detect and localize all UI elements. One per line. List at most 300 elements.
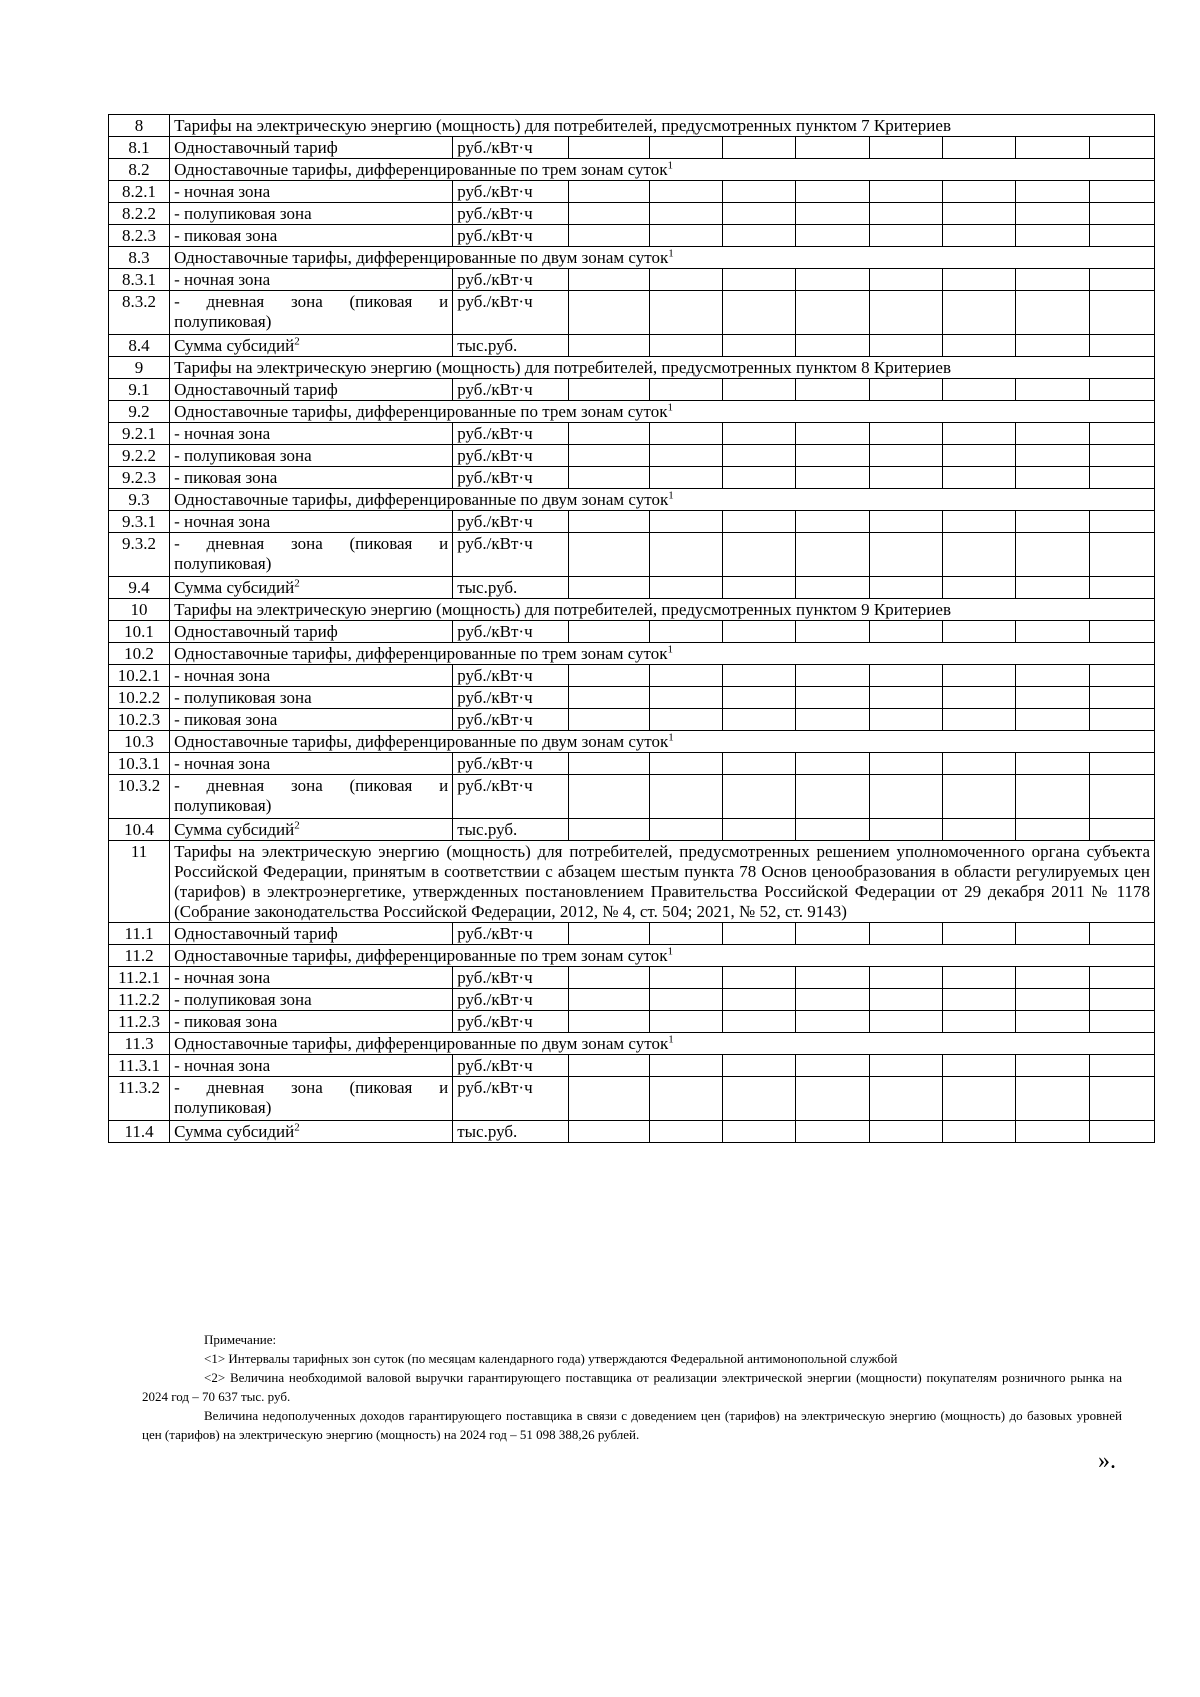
row-unit xyxy=(453,775,569,819)
row-unit xyxy=(453,577,569,599)
value-cell xyxy=(942,203,1015,225)
row-name xyxy=(170,291,453,335)
row-name-text: - ночная зона xyxy=(174,968,271,987)
row-number-text: 11.2.1 xyxy=(118,968,160,987)
value-cell xyxy=(569,753,649,775)
value-cell xyxy=(942,467,1015,489)
value-cell xyxy=(723,989,796,1011)
value-cell xyxy=(649,621,722,643)
note-1: <1> Интервалы тарифных зон суток (по месяцам календарного года) утверждаются Федеральной антимонопольной службой xyxy=(204,1351,898,1366)
value-cell xyxy=(796,1055,869,1077)
row-unit-text: руб./кВт·ч xyxy=(457,424,533,443)
value-cell xyxy=(1089,225,1154,247)
row-number-text: 8.2.1 xyxy=(122,182,157,201)
row-name-text: - ночная зона xyxy=(174,424,271,443)
footnote-ref: 2 xyxy=(294,335,300,348)
value-cell xyxy=(942,923,1015,945)
value-cell xyxy=(942,989,1015,1011)
group-title-text: Одноставочные тарифы, дифференцированные по трем зонам суток xyxy=(174,402,668,421)
row-unit xyxy=(453,445,569,467)
table-row xyxy=(109,989,1155,1011)
value-cell xyxy=(1016,291,1089,335)
value-cell xyxy=(1016,923,1089,945)
row-name xyxy=(170,687,453,709)
value-cell xyxy=(796,379,869,401)
value-cell xyxy=(723,775,796,819)
row-number xyxy=(109,1033,170,1055)
value-cell xyxy=(649,379,722,401)
value-cell xyxy=(1016,203,1089,225)
row-number-text: 8.2.3 xyxy=(122,226,157,245)
group-row xyxy=(109,1033,1155,1055)
value-cell xyxy=(942,423,1015,445)
value-cell xyxy=(1089,665,1154,687)
table-row xyxy=(109,269,1155,291)
row-unit xyxy=(453,203,569,225)
value-cell xyxy=(569,335,649,357)
row-number-text: 10.3 xyxy=(124,732,154,751)
value-cell xyxy=(796,775,869,819)
value-cell xyxy=(869,923,942,945)
section-row xyxy=(109,357,1155,379)
row-number-text: 11 xyxy=(130,842,148,861)
value-cell xyxy=(1089,203,1154,225)
value-cell xyxy=(1089,709,1154,731)
table-row xyxy=(109,1011,1155,1033)
value-cell xyxy=(1089,967,1154,989)
row-unit xyxy=(453,225,569,247)
value-cell xyxy=(569,621,649,643)
value-cell xyxy=(723,687,796,709)
value-cell xyxy=(649,989,722,1011)
table-row xyxy=(109,137,1155,159)
value-cell xyxy=(649,665,722,687)
row-unit xyxy=(453,687,569,709)
value-cell xyxy=(1089,511,1154,533)
row-number xyxy=(109,599,170,621)
value-cell xyxy=(569,819,649,841)
row-name-text: - ночная зона xyxy=(174,754,271,773)
table-row xyxy=(109,379,1155,401)
value-cell xyxy=(796,269,869,291)
value-cell xyxy=(869,989,942,1011)
value-cell xyxy=(869,687,942,709)
row-number-text: 10.2.2 xyxy=(117,688,161,707)
group-row xyxy=(109,247,1155,269)
value-cell xyxy=(723,335,796,357)
row-name-text: - пиковая зона xyxy=(174,710,278,729)
row-unit xyxy=(453,923,569,945)
row-unit-text: тыс.руб. xyxy=(457,1122,518,1141)
value-cell xyxy=(649,1011,722,1033)
row-unit-text: руб./кВт·ч xyxy=(457,380,533,399)
row-number-text: 10.2.1 xyxy=(117,666,161,685)
row-number-text: 11.2 xyxy=(124,946,154,965)
table-row xyxy=(109,1055,1155,1077)
value-cell xyxy=(796,687,869,709)
value-cell xyxy=(796,445,869,467)
table-row xyxy=(109,621,1155,643)
row-name-text: - полупиковая зона xyxy=(174,990,312,1009)
row-unit-text: руб./кВт·ч xyxy=(457,776,533,795)
value-cell xyxy=(1089,335,1154,357)
table-row xyxy=(109,967,1155,989)
value-cell xyxy=(723,379,796,401)
row-unit-text: руб./кВт·ч xyxy=(457,1056,533,1075)
value-cell xyxy=(942,1121,1015,1143)
value-cell xyxy=(796,1121,869,1143)
row-name-text: Сумма субсидий xyxy=(174,578,295,597)
value-cell xyxy=(942,225,1015,247)
value-cell xyxy=(1089,753,1154,775)
table-row xyxy=(109,335,1155,357)
row-unit-text: руб./кВт·ч xyxy=(457,968,533,987)
row-unit xyxy=(453,511,569,533)
table-row xyxy=(109,467,1155,489)
value-cell xyxy=(723,923,796,945)
note-3: Величина недополученных доходов гарантирующего поставщика в связи с доведением цен (тарифов) на электрическую энергию (мощность) до базовых уровней цен (тарифов) на электрическую энергию (мощность) на 2024 год – 51 098 388,26 рублей. xyxy=(142,1408,1122,1442)
value-cell xyxy=(569,775,649,819)
value-cell xyxy=(1089,379,1154,401)
value-cell xyxy=(1016,269,1089,291)
tariff-table-body xyxy=(109,115,1155,1143)
section-title-text: Тарифы на электрическую энергию (мощность) для потребителей, предусмотренных пунктом 7 Критериев xyxy=(174,116,951,135)
row-unit-text: руб./кВт·ч xyxy=(457,468,533,487)
value-cell xyxy=(942,511,1015,533)
value-cell xyxy=(1016,1011,1089,1033)
value-cell xyxy=(569,923,649,945)
row-number xyxy=(109,181,170,203)
row-number xyxy=(109,1121,170,1143)
row-number xyxy=(109,533,170,577)
value-cell xyxy=(569,181,649,203)
row-number-text: 10 xyxy=(130,600,148,619)
value-cell xyxy=(942,379,1015,401)
row-name-text: - пиковая зона xyxy=(174,1012,278,1031)
row-unit xyxy=(453,423,569,445)
row-unit-text: руб./кВт·ч xyxy=(457,688,533,707)
value-cell xyxy=(569,577,649,599)
row-name-text: - дневная зона (пиковая и полупиковая) xyxy=(174,1078,449,1117)
value-cell xyxy=(649,1121,722,1143)
value-cell xyxy=(796,665,869,687)
group-title-text: Одноставочные тарифы, дифференцированные по трем зонам суток xyxy=(174,644,668,663)
value-cell xyxy=(723,225,796,247)
row-name-text: Сумма субсидий xyxy=(174,1122,295,1141)
value-cell xyxy=(869,445,942,467)
value-cell xyxy=(649,467,722,489)
row-unit xyxy=(453,665,569,687)
row-number-text: 8 xyxy=(134,116,144,135)
row-number xyxy=(109,621,170,643)
section-row xyxy=(109,841,1155,923)
value-cell xyxy=(1016,533,1089,577)
row-number xyxy=(109,291,170,335)
value-cell xyxy=(1016,577,1089,599)
row-name xyxy=(170,423,453,445)
row-name-text: - пиковая зона xyxy=(174,226,278,245)
value-cell xyxy=(942,967,1015,989)
row-number-text: 8.4 xyxy=(128,336,150,355)
row-unit xyxy=(453,621,569,643)
group-title-text: Одноставочные тарифы, дифференцированные по двум зонам суток xyxy=(174,732,669,751)
section-row xyxy=(109,115,1155,137)
value-cell xyxy=(723,1121,796,1143)
group-title xyxy=(170,159,1155,181)
footnote-ref: 2 xyxy=(294,1121,300,1134)
value-cell xyxy=(723,665,796,687)
row-name xyxy=(170,335,453,357)
row-unit-text: руб./кВт·ч xyxy=(457,710,533,729)
row-name-text: Одноставочный тариф xyxy=(174,138,338,157)
value-cell xyxy=(1016,225,1089,247)
row-name-text: - полупиковая зона xyxy=(174,446,312,465)
value-cell xyxy=(649,445,722,467)
row-number xyxy=(109,511,170,533)
row-unit-text: руб./кВт·ч xyxy=(457,182,533,201)
row-number xyxy=(109,159,170,181)
value-cell xyxy=(569,423,649,445)
value-cell xyxy=(569,1121,649,1143)
table-row xyxy=(109,291,1155,335)
value-cell xyxy=(796,753,869,775)
value-cell xyxy=(1016,967,1089,989)
row-unit-text: руб./кВт·ч xyxy=(457,622,533,641)
value-cell xyxy=(649,511,722,533)
row-name-text: - дневная зона (пиковая и полупиковая) xyxy=(174,776,449,815)
value-cell xyxy=(723,621,796,643)
notes-block xyxy=(142,1330,1122,1444)
row-name xyxy=(170,533,453,577)
table-row xyxy=(109,203,1155,225)
row-name xyxy=(170,967,453,989)
section-title xyxy=(170,357,1155,379)
value-cell xyxy=(1016,775,1089,819)
row-unit xyxy=(453,291,569,335)
row-number-text: 11.1 xyxy=(124,924,154,943)
row-number-text: 9.3.2 xyxy=(122,534,157,553)
closing-quote: ». xyxy=(1098,1448,1116,1474)
row-number xyxy=(109,225,170,247)
table-row xyxy=(109,511,1155,533)
value-cell xyxy=(569,511,649,533)
row-number-text: 8.1 xyxy=(128,138,150,157)
row-number xyxy=(109,945,170,967)
row-number xyxy=(109,1077,170,1121)
group-row xyxy=(109,945,1155,967)
row-number-text: 8.3.1 xyxy=(122,270,157,289)
value-cell xyxy=(569,665,649,687)
row-number xyxy=(109,989,170,1011)
value-cell xyxy=(723,445,796,467)
row-unit-text: руб./кВт·ч xyxy=(457,270,533,289)
row-number-text: 8.3 xyxy=(128,248,150,267)
row-unit xyxy=(453,709,569,731)
row-number-text: 8.3.2 xyxy=(122,292,157,311)
table-row xyxy=(109,577,1155,599)
value-cell xyxy=(796,533,869,577)
section-title xyxy=(170,115,1155,137)
row-number-text: 8.2.2 xyxy=(122,204,157,223)
row-unit xyxy=(453,269,569,291)
group-row xyxy=(109,401,1155,423)
table-row xyxy=(109,709,1155,731)
footnote-ref: 1 xyxy=(667,945,674,958)
value-cell xyxy=(723,1011,796,1033)
group-title xyxy=(170,247,1155,269)
value-cell xyxy=(942,181,1015,203)
notes-heading: Примечание: xyxy=(204,1332,277,1347)
value-cell xyxy=(796,621,869,643)
row-number-text: 9.2.1 xyxy=(122,424,157,443)
footnote-ref: 1 xyxy=(668,1033,674,1046)
row-name xyxy=(170,269,453,291)
value-cell xyxy=(1089,687,1154,709)
row-number xyxy=(109,445,170,467)
value-cell xyxy=(1089,181,1154,203)
section-title xyxy=(170,599,1155,621)
row-number-text: 11.3 xyxy=(124,1034,154,1053)
row-unit xyxy=(453,533,569,577)
value-cell xyxy=(1016,1077,1089,1121)
row-name xyxy=(170,511,453,533)
row-name xyxy=(170,775,453,819)
value-cell xyxy=(649,225,722,247)
value-cell xyxy=(723,181,796,203)
value-cell xyxy=(649,533,722,577)
value-cell xyxy=(649,775,722,819)
value-cell xyxy=(1089,1011,1154,1033)
row-number xyxy=(109,489,170,511)
value-cell xyxy=(569,225,649,247)
note-2: <2> Величина необходимой валовой выручки гарантирующего поставщика от реализации электрической энергии (мощности) покупателям розничного рынка на 2024 год – 70 637 тыс. руб. xyxy=(142,1370,1122,1404)
value-cell xyxy=(796,1077,869,1121)
row-number xyxy=(109,1011,170,1033)
group-row xyxy=(109,643,1155,665)
row-name-text: Сумма субсидий xyxy=(174,820,295,839)
group-row xyxy=(109,159,1155,181)
value-cell xyxy=(869,577,942,599)
value-cell xyxy=(869,467,942,489)
value-cell xyxy=(942,137,1015,159)
row-number-text: 10.4 xyxy=(124,820,154,839)
value-cell xyxy=(649,923,722,945)
row-name xyxy=(170,753,453,775)
row-unit-text: руб./кВт·ч xyxy=(457,446,533,465)
value-cell xyxy=(796,467,869,489)
section-title-text: Тарифы на электрическую энергию (мощность) для потребителей, предусмотренных решением уполномоченного органа субъекта Российской Федерации, принятым в соответствии с абзацем шестым пункта 78 Основ ценообразования в области регулируемых цен (тарифов) в электроэнергетике, утвержденных постановлением Правительства Российской Федерации от 29 декабря 2011 № 1178 (Собрание законодательства Российской Федерации, 2012, № 4, ст. 504; 2021, № 52, ст. 9143) xyxy=(174,842,1150,921)
value-cell xyxy=(1089,269,1154,291)
table-row xyxy=(109,687,1155,709)
value-cell xyxy=(1089,577,1154,599)
value-cell xyxy=(569,1011,649,1033)
row-unit-text: тыс.руб. xyxy=(457,578,518,597)
value-cell xyxy=(796,335,869,357)
row-name xyxy=(170,1121,453,1143)
table-row xyxy=(109,533,1155,577)
table-row xyxy=(109,181,1155,203)
row-number-text: 9.3.1 xyxy=(122,512,157,531)
value-cell xyxy=(869,665,942,687)
row-number-text: 11.3.1 xyxy=(118,1056,160,1075)
row-number xyxy=(109,819,170,841)
row-unit-text: руб./кВт·ч xyxy=(457,1078,533,1097)
row-unit-text: руб./кВт·ч xyxy=(457,754,533,773)
group-title xyxy=(170,731,1155,753)
group-title xyxy=(170,643,1155,665)
table-row xyxy=(109,819,1155,841)
value-cell xyxy=(1089,989,1154,1011)
row-name xyxy=(170,621,453,643)
row-unit-text: руб./кВт·ч xyxy=(457,534,533,553)
row-unit xyxy=(453,137,569,159)
table-row xyxy=(109,445,1155,467)
value-cell xyxy=(869,203,942,225)
value-cell xyxy=(569,467,649,489)
row-number-text: 9.4 xyxy=(128,578,150,597)
value-cell xyxy=(649,269,722,291)
value-cell xyxy=(723,577,796,599)
row-name-text: - полупиковая зона xyxy=(174,688,312,707)
value-cell xyxy=(869,291,942,335)
row-name-text: Одноставочный тариф xyxy=(174,622,338,641)
table-row xyxy=(109,423,1155,445)
row-name-text: - дневная зона (пиковая и полупиковая) xyxy=(174,534,449,573)
row-name xyxy=(170,379,453,401)
section-title xyxy=(170,841,1155,923)
group-title-text: Одноставочные тарифы, дифференцированные по двум зонам суток xyxy=(174,1034,669,1053)
value-cell xyxy=(869,621,942,643)
row-name-text: Одноставочный тариф xyxy=(174,380,338,399)
row-number-text: 10.2 xyxy=(124,644,154,663)
row-name-text: - ночная зона xyxy=(174,270,271,289)
row-number xyxy=(109,841,170,923)
value-cell xyxy=(723,533,796,577)
row-number-text: 10.1 xyxy=(124,622,154,641)
value-cell xyxy=(1089,775,1154,819)
row-number-text: 11.4 xyxy=(124,1122,154,1141)
value-cell xyxy=(869,225,942,247)
row-number xyxy=(109,643,170,665)
value-cell xyxy=(569,967,649,989)
value-cell xyxy=(942,335,1015,357)
value-cell xyxy=(1016,137,1089,159)
row-unit-text: руб./кВт·ч xyxy=(457,292,533,311)
row-number xyxy=(109,731,170,753)
value-cell xyxy=(942,775,1015,819)
row-unit-text: руб./кВт·ч xyxy=(457,204,533,223)
section-title-text: Тарифы на электрическую энергию (мощность) для потребителей, предусмотренных пунктом 9 Критериев xyxy=(174,600,951,619)
value-cell xyxy=(1089,819,1154,841)
footnote-ref: 1 xyxy=(667,401,674,414)
row-number-text: 8.2 xyxy=(128,160,150,179)
row-name-text: Одноставочный тариф xyxy=(174,924,338,943)
row-number xyxy=(109,137,170,159)
value-cell xyxy=(1089,621,1154,643)
row-number xyxy=(109,115,170,137)
value-cell xyxy=(796,967,869,989)
value-cell xyxy=(942,577,1015,599)
row-unit xyxy=(453,967,569,989)
row-number xyxy=(109,709,170,731)
value-cell xyxy=(569,203,649,225)
row-number-text: 11.2.2 xyxy=(118,990,160,1009)
value-cell xyxy=(1089,291,1154,335)
footnote-ref: 2 xyxy=(294,577,300,590)
row-name-text: - ночная зона xyxy=(174,182,271,201)
value-cell xyxy=(796,989,869,1011)
value-cell xyxy=(649,1077,722,1121)
